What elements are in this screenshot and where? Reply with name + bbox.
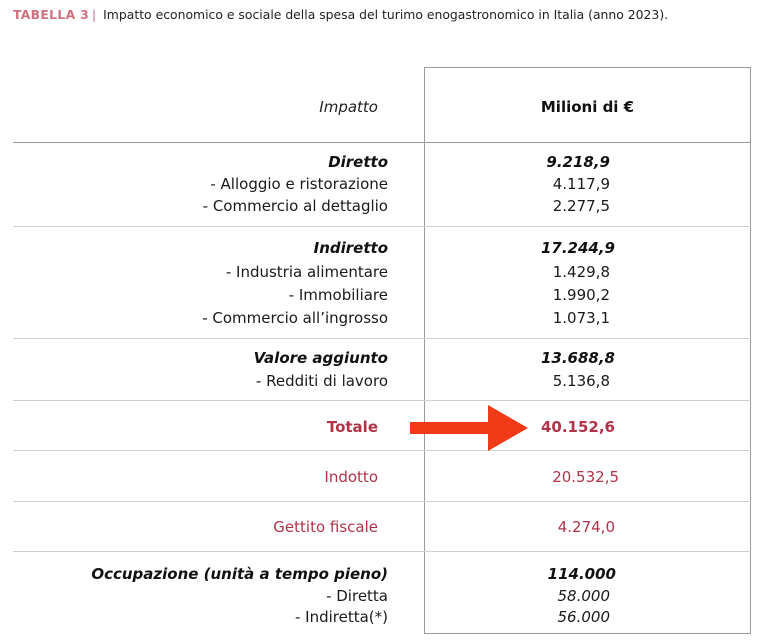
column-header-milioni: Milioni di €	[540, 98, 635, 116]
caption-label: TABELLA 3	[13, 7, 90, 22]
table-caption	[13, 7, 748, 23]
caption-separator: |	[92, 7, 97, 22]
indiretto-item-label: - Industria alimentare	[225, 263, 388, 281]
row-divider	[13, 551, 751, 552]
indiretto-item-label: - Commercio all’ingrosso	[202, 309, 388, 327]
diretto-value: 9.218,9	[546, 153, 610, 171]
row-divider	[13, 226, 751, 227]
occupazione-item-value: 58.000	[557, 587, 610, 605]
occupazione-title: Occupazione (unità a tempo pieno)	[91, 565, 388, 583]
caption-text: Impatto economico e sociale della spesa del turimo enogastronomico in Italia (anno 2023).	[103, 7, 669, 22]
occupazione-value: 114.000	[547, 565, 616, 583]
gettito-fiscale-label: Gettito fiscale	[273, 518, 378, 536]
header-divider	[13, 142, 751, 143]
valore-aggiunto-title: Valore aggiunto	[253, 349, 388, 367]
totale-label: Totale	[326, 418, 378, 436]
indiretto-value: 17.244,9	[540, 239, 615, 257]
row-divider	[13, 400, 751, 401]
totale-value: 40.152,6	[540, 418, 615, 436]
occupazione-item-value: 56.000	[557, 608, 610, 626]
indiretto-item-value: 1.990,2	[552, 286, 610, 304]
occupazione-item-label: - Indiretta(*)	[294, 608, 388, 626]
indiretto-title: Indiretto	[313, 239, 388, 257]
row-divider	[13, 338, 751, 339]
diretto-item-value: 2.277,5	[552, 197, 610, 215]
gettito-fiscale-value: 4.274,0	[557, 518, 615, 536]
indotto-label: Indotto	[324, 468, 378, 486]
diretto-title: Diretto	[328, 153, 388, 171]
indiretto-item-value: 1.073,1	[552, 309, 610, 327]
indotto-value: 20.532,5	[552, 468, 619, 486]
diretto-item-value: 4.117,9	[552, 175, 610, 193]
column-header-impatto: Impatto	[319, 98, 378, 116]
row-divider	[13, 501, 751, 502]
diretto-item-label: - Commercio al dettaglio	[202, 197, 388, 215]
indiretto-item-value: 1.429,8	[552, 263, 610, 281]
diretto-item-label: - Alloggio e ristorazione	[210, 175, 388, 193]
valore-aggiunto-value: 13.688,8	[540, 349, 615, 367]
indiretto-item-label: - Immobiliare	[288, 286, 388, 304]
valore-aggiunto-item-label: - Redditi di lavoro	[255, 372, 388, 390]
occupazione-item-label: - Diretta	[326, 587, 388, 605]
arrow-right-icon	[410, 405, 528, 451]
row-divider	[13, 450, 751, 451]
valore-aggiunto-item-value: 5.136,8	[552, 372, 610, 390]
